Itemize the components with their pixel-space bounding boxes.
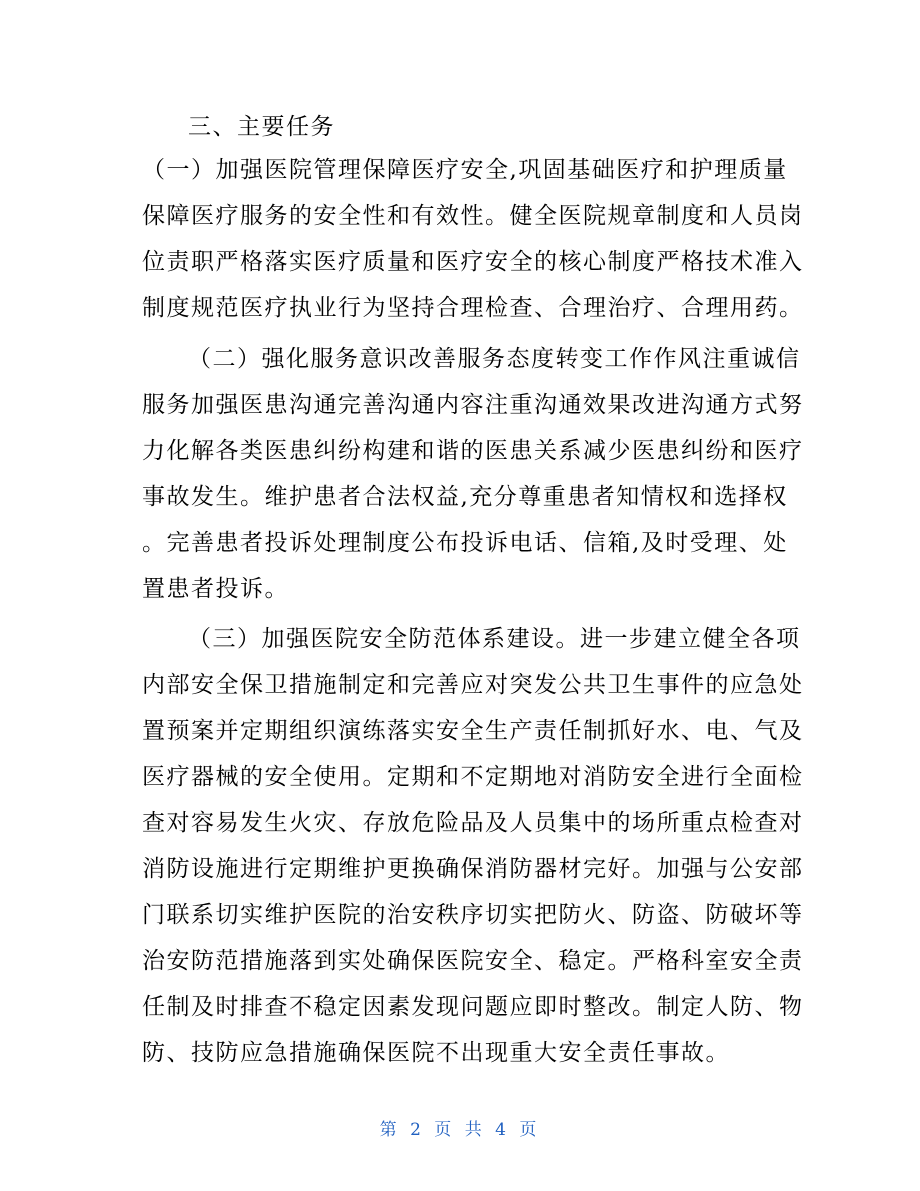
paragraph-2-line-2: 服务加强医患沟通完善沟通内容注重沟通效果改进沟通方式努: [142, 392, 804, 418]
paragraph-3-line-2: 内部安全保卫措施制定和完善应对突发公共卫生事件的应急处: [142, 672, 804, 698]
paragraph-1-line-2: 保障医疗服务的安全性和有效性。健全医院规章制度和人员岗: [142, 203, 804, 229]
paragraph-3-line-1: （三）加强医院安全防范体系建设。进一步建立健全各项: [188, 626, 801, 652]
paragraph-2-line-3: 力化解各类医患纠纷构建和谐的医患关系减少医患纠纷和医疗: [142, 438, 804, 464]
paragraph-3-line-7: 门联系切实维护医院的治安秩序切实把防火、防盗、防破坏等: [142, 902, 804, 928]
paragraph-3-line-8: 治安防范措施落到实处确保医院安全、稳定。严格科室安全责: [142, 948, 804, 974]
paragraph-2-line-5: 。完善患者投诉处理制度公布投诉电话、信箱,及时受理、处: [142, 530, 788, 556]
paragraph-3-line-5: 查对容易发生火灾、存放危险品及人员集中的场所重点检查对: [142, 810, 804, 836]
paragraph-3-line-6: 消防设施进行定期维护更换确保消防器材完好。加强与公安部: [142, 856, 804, 882]
section-heading: 三、主要任务: [188, 114, 335, 140]
page-number-footer: 第 2 页 共 4 页: [379, 1120, 541, 1140]
paragraph-3-line-9: 任制及时排查不稳定因素发现问题应即时整改。制定人防、物: [142, 994, 804, 1020]
paragraph-1-line-4: 制度规范医疗执业行为坚持合理检查、合理治疗、合理用药。: [142, 295, 804, 321]
paragraph-3-line-4: 医疗器械的安全使用。定期和不定期地对消防安全进行全面检: [142, 764, 804, 790]
paragraph-3-line-10: 防、技防应急措施确保医院不出现重大安全责任事故。: [142, 1040, 730, 1066]
paragraph-3-line-3: 置预案并定期组织演练落实安全生产责任制抓好水、电、气及: [142, 718, 804, 744]
paragraph-1-line-1: （一）加强医院管理保障医疗安全,巩固基础医疗和护理质量: [142, 157, 788, 183]
paragraph-2-line-1: （二）强化服务意识改善服务态度转变工作作风注重诚信: [188, 346, 801, 372]
paragraph-2-line-6: 置患者投诉。: [142, 576, 289, 602]
paragraph-2-line-4: 事故发生。维护患者合法权益,充分尊重患者知情权和选择权: [142, 484, 788, 510]
paragraph-1-line-3: 位责职严格落实医疗质量和医疗安全的核心制度严格技术准入: [142, 249, 804, 275]
